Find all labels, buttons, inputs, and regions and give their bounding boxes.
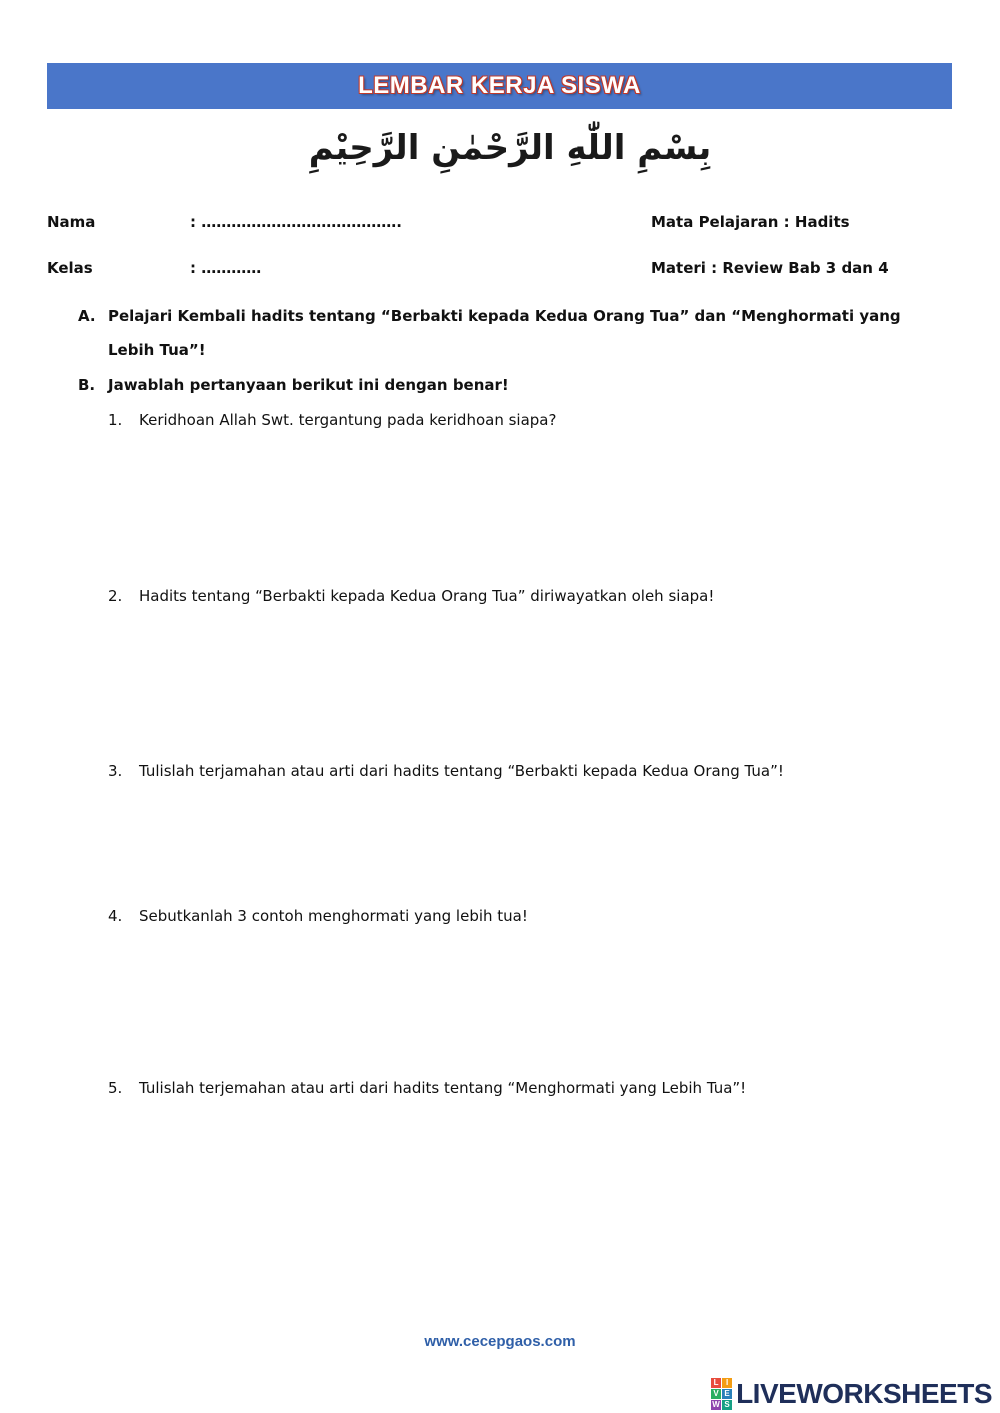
question-text: Keridhoan Allah Swt. tergantung pada keridhoan siapa? bbox=[139, 411, 557, 429]
logo-letter: I bbox=[722, 1378, 732, 1388]
title-banner bbox=[47, 63, 952, 109]
question-number: 2. bbox=[108, 587, 123, 605]
liveworksheets-logo[interactable] bbox=[711, 1377, 992, 1411]
footer-url-link[interactable]: www.cecepgaos.com bbox=[424, 1333, 576, 1350]
subject-field: Mata Pelajaran : Hadits bbox=[651, 213, 850, 231]
logo-letter: E bbox=[722, 1389, 732, 1399]
section-b-letter: B. bbox=[78, 376, 96, 394]
logo-letter: V bbox=[711, 1389, 721, 1399]
worksheet-title: LEMBAR KERJA SISWA bbox=[358, 72, 641, 99]
liveworksheets-logo-icon bbox=[711, 1378, 732, 1410]
question-number: 5. bbox=[108, 1079, 123, 1097]
section-a-letter: A. bbox=[78, 307, 96, 325]
basmala-calligraphy bbox=[308, 112, 712, 184]
materi-field: Materi : Review Bab 3 dan 4 bbox=[651, 259, 889, 277]
nama-value: : …………………………………. bbox=[190, 213, 402, 231]
kelas-value: : ………… bbox=[190, 259, 262, 277]
basmala-text: بِسْمِ اللّٰهِ الرَّحْمٰنِ الرَّحِيْمِ bbox=[308, 128, 712, 168]
question-text: Sebutkanlah 3 contoh menghormati yang lebih tua! bbox=[139, 907, 528, 925]
kelas-label: Kelas bbox=[47, 259, 93, 277]
section-b-instruction: Jawablah pertanyaan berikut ini dengan benar! bbox=[108, 376, 509, 394]
question-text: Tulislah terjamahan atau arti dari hadits tentang “Berbakti kepada Kedua Orang Tua”! bbox=[139, 762, 784, 780]
section-a-instruction: Pelajari Kembali hadits tentang “Berbakti kepada Kedua Orang Tua” dan “Menghormati yang Lebih Tua”! bbox=[108, 307, 901, 359]
question-text: Tulislah terjemahan atau arti dari hadits tentang “Menghormati yang Lebih Tua”! bbox=[139, 1079, 747, 1097]
question-number: 3. bbox=[108, 762, 123, 780]
question-number: 1. bbox=[108, 411, 123, 429]
question-text: Hadits tentang “Berbakti kepada Kedua Orang Tua” diriwayatkan oleh siapa! bbox=[139, 587, 715, 605]
logo-letter: W bbox=[712, 1400, 720, 1409]
logo-letter: L bbox=[711, 1378, 721, 1388]
nama-label: Nama bbox=[47, 213, 96, 231]
liveworksheets-brand: LIVEWORKSHEETS bbox=[736, 1378, 992, 1409]
logo-letter: S bbox=[722, 1400, 732, 1410]
question-number: 4. bbox=[108, 907, 123, 925]
